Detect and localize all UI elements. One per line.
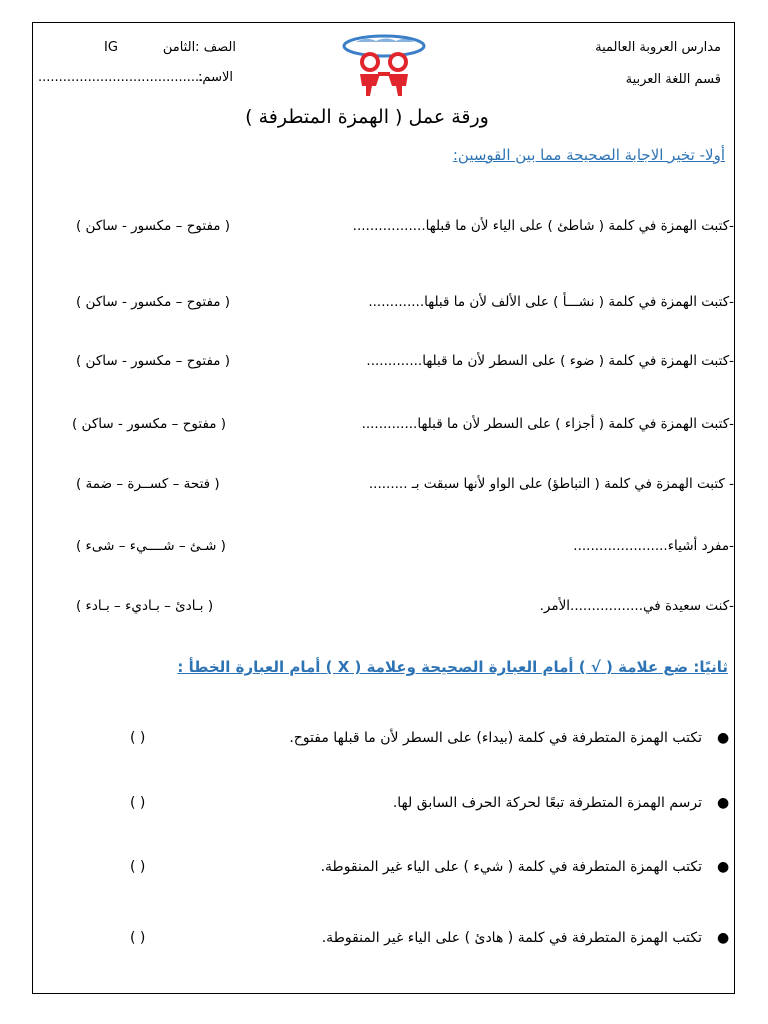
options-2[interactable]: ( مفتوح – مكسور - ساكن )	[76, 294, 231, 310]
options-1[interactable]: ( مفتوح – مكسور - ساكن )	[76, 218, 231, 234]
worksheet-frame	[32, 22, 735, 994]
options-6[interactable]: ( شـئ – شــــيء – شىء )	[76, 538, 226, 554]
grade-label: الصف :الثامن	[162, 40, 236, 55]
question-3: -كتبت الهمزة في كلمة ( ضوء ) على السطر لأن ما قبلها.............	[366, 353, 734, 369]
statement-1: تكتب الهمزة المتطرفة في كلمة (بيداء) على السطر لأن ما قبلها مفتوح.	[289, 730, 702, 746]
answer-box-2[interactable]: ( )	[130, 795, 146, 811]
statement-4: تكتب الهمزة المتطرفة في كلمة ( هادئ ) على الياء غير المنقوطة.	[321, 930, 702, 946]
school-logo	[336, 32, 432, 98]
name-label: الاسم:	[198, 70, 233, 85]
question-5: - كتبت الهمزة في كلمة ( التباطؤ) على الواو لأنها سبقت بـ .........	[368, 476, 734, 492]
school-name: مدارس العروبة العالمية	[595, 40, 721, 55]
name-field-dots[interactable]: ........................................	[38, 70, 204, 85]
section2-heading: ثانيًا: ضع علامة ( √ ) أمام العبارة الصحيحة وعلامة ( X ) أمام العبارة الخطأ :	[177, 658, 728, 676]
bullet-icon: ●	[717, 930, 730, 946]
answer-box-3[interactable]: ( )	[130, 859, 146, 875]
options-3[interactable]: ( مفتوح – مكسور - ساكن )	[76, 353, 231, 369]
options-7[interactable]: ( بـادئ – بـاديء – بـادء )	[76, 598, 214, 614]
bullet-icon: ●	[717, 730, 730, 746]
statement-3: تكتب الهمزة المتطرفة في كلمة ( شيء ) على الياء غير المنقوطة.	[320, 859, 702, 875]
worksheet-title: ورقة عمل ( الهمزة المتطرفة )	[245, 106, 489, 128]
section1-heading: أولا- تخير الاجابة الصحيحة مما بين القوسين:	[452, 146, 725, 164]
question-6: -مفرد أشياء......................	[573, 538, 734, 554]
answer-box-4[interactable]: ( )	[130, 930, 146, 946]
options-5[interactable]: ( فتحة – كســرة – ضمة )	[76, 476, 220, 492]
bullet-icon: ●	[717, 859, 730, 875]
question-1: -كتبت الهمزة في كلمة ( شاطئ ) على الياء لأن ما قبلها.................	[352, 218, 734, 234]
question-4: -كتبت الهمزة في كلمة ( أجزاء ) على السطر لأن ما قبلها.............	[361, 416, 734, 432]
answer-box-1[interactable]: ( )	[130, 730, 146, 746]
grade-code: IG	[104, 40, 118, 55]
options-4[interactable]: ( مفتوح – مكسور - ساكن )	[72, 416, 227, 432]
question-7: -كنت سعيدة في.................الأمر.	[539, 598, 734, 614]
bullet-icon: ●	[717, 795, 730, 811]
department-name: قسم اللغة العربية	[625, 72, 721, 87]
question-2: -كتبت الهمزة في كلمة ( نشـــأ ) على الألف لأن ما قبلها.............	[368, 294, 734, 310]
statement-2: ترسم الهمزة المتطرفة تبعًا لحركة الحرف السابق لها.	[392, 795, 702, 811]
